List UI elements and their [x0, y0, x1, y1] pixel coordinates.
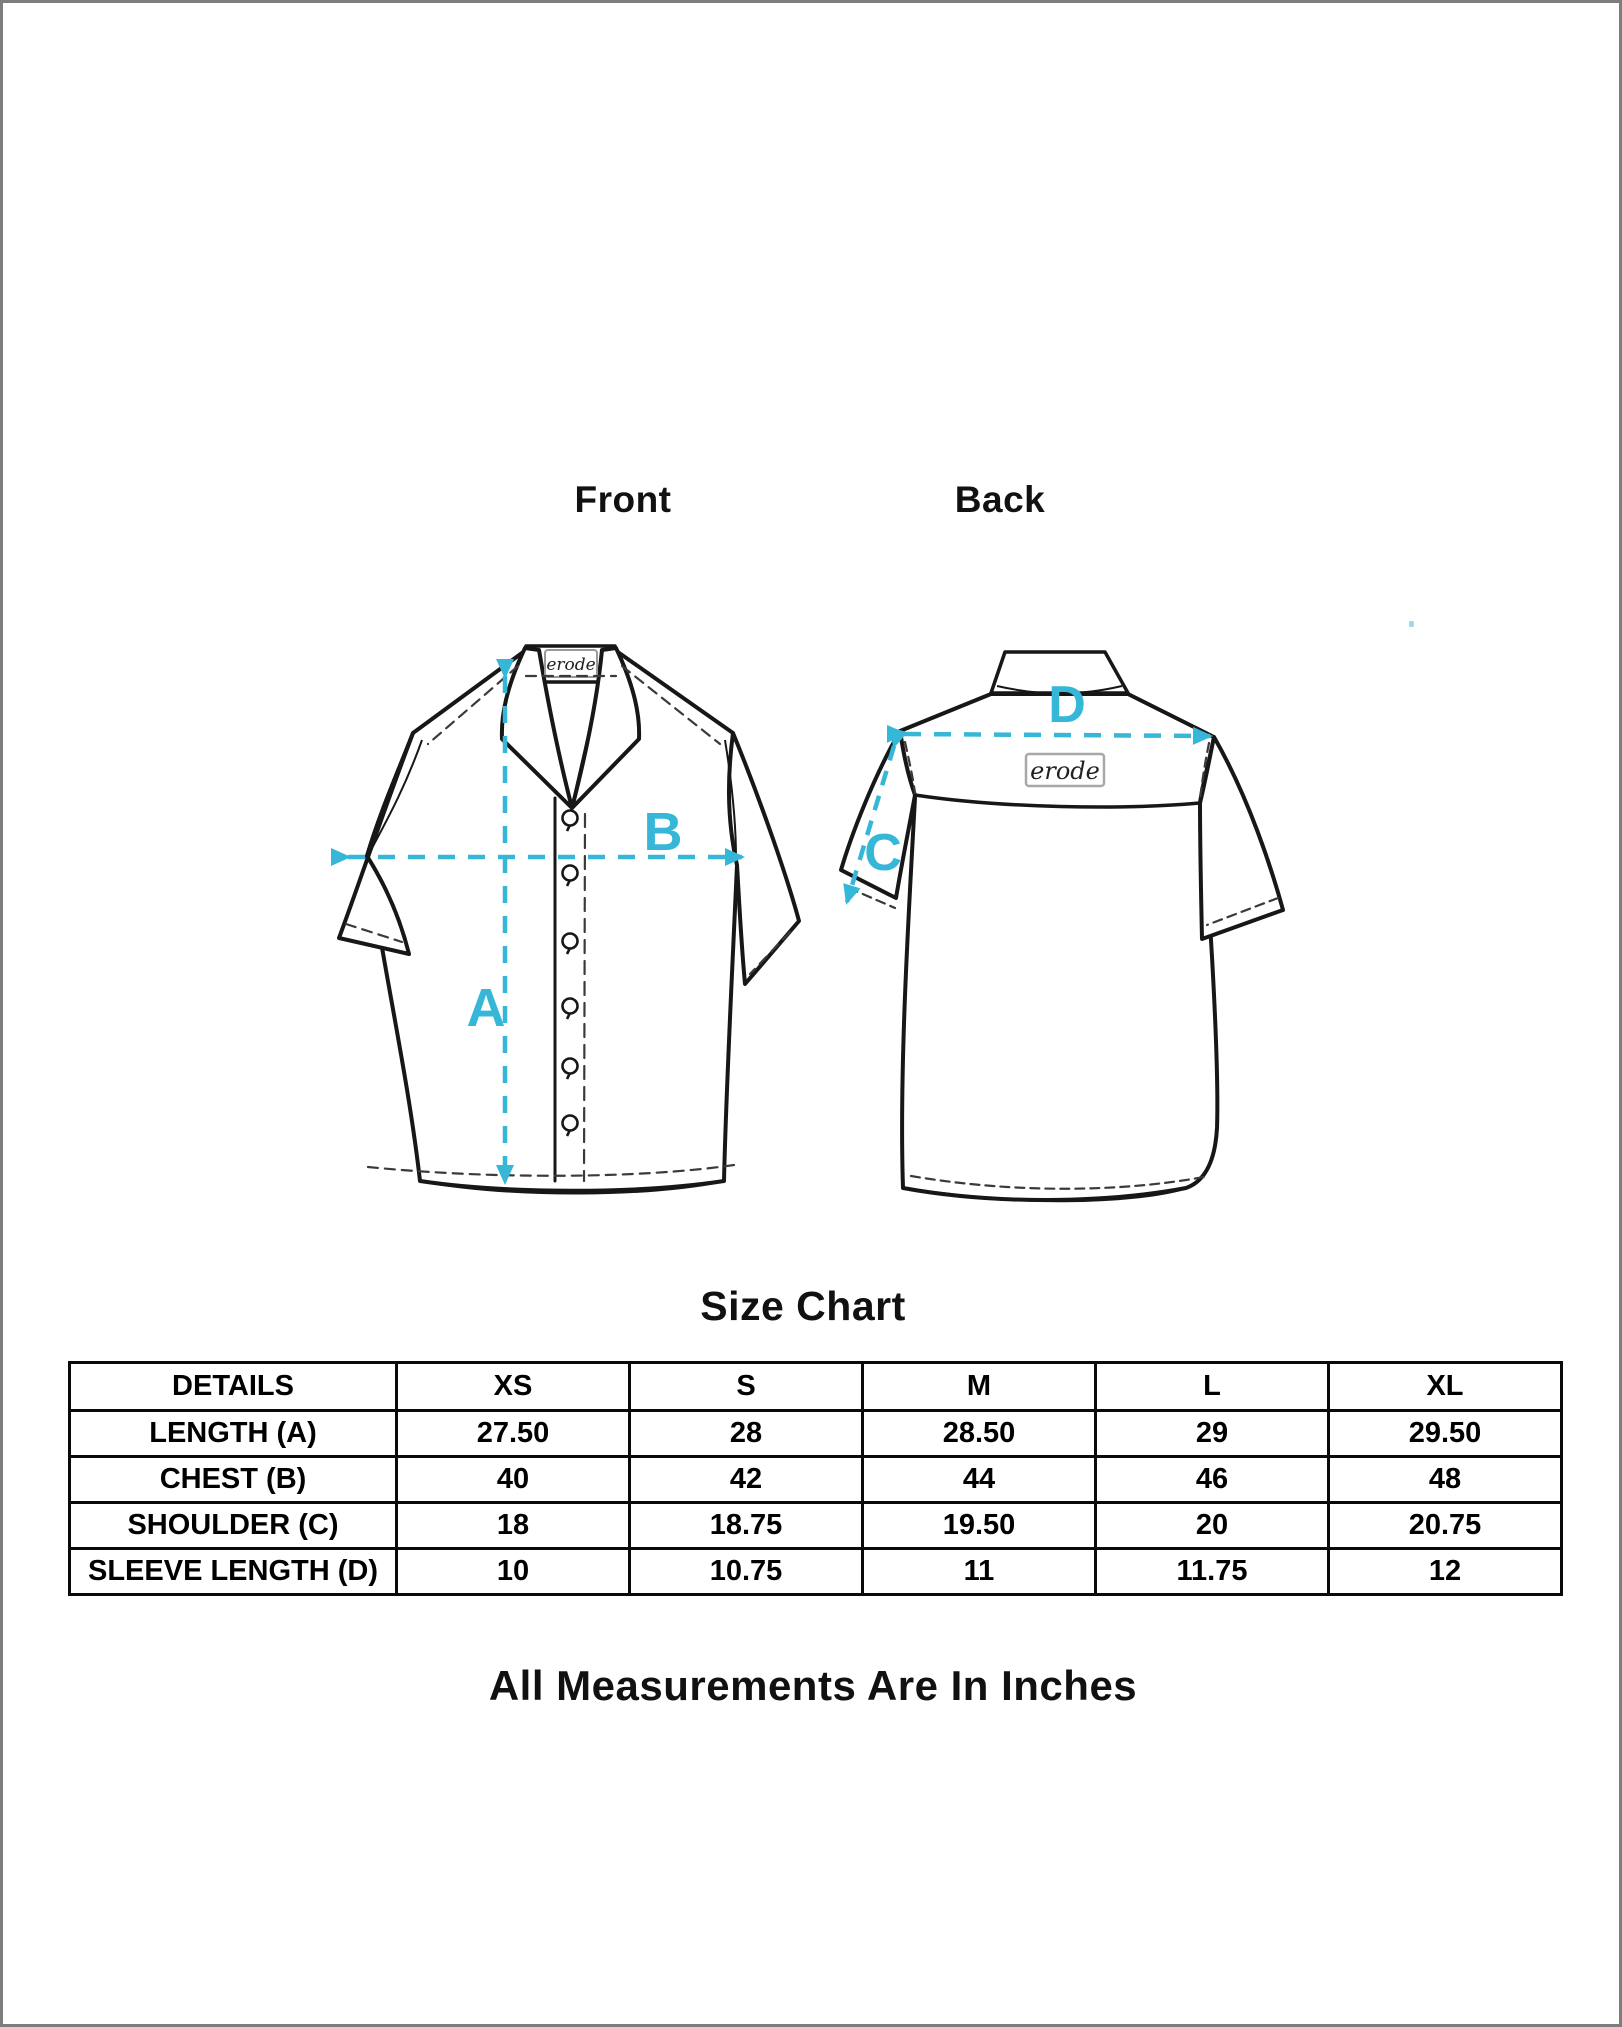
row-label-chest: CHEST (B) [70, 1457, 397, 1503]
row-label-length: LENGTH (A) [70, 1411, 397, 1457]
back-right-sleeve [1200, 737, 1283, 939]
table-cell: 11 [863, 1549, 1096, 1595]
table-header-row [70, 1363, 1562, 1411]
measurements-note: All Measurements Are In Inches [488, 1662, 1138, 1709]
front-view-label: Front [574, 479, 672, 520]
stray-mark [1409, 621, 1414, 627]
table-row-length [70, 1411, 1562, 1457]
table-cell: 10.75 [630, 1549, 863, 1595]
size-chart-table-container [68, 1361, 1560, 1596]
table-row-chest [70, 1457, 1562, 1503]
table-cell: 19.50 [863, 1503, 1096, 1549]
back-shirt-diagram [841, 648, 1341, 1208]
table-cell: 40 [397, 1457, 630, 1503]
brand-label-back: erode [1030, 757, 1100, 785]
column-header-xl: XL [1329, 1363, 1562, 1411]
column-header-l: L [1096, 1363, 1329, 1411]
back-view-label: Back [954, 479, 1046, 520]
table-cell: 29.50 [1329, 1411, 1562, 1457]
column-header-xs: XS [397, 1363, 630, 1411]
table-cell: 20.75 [1329, 1503, 1562, 1549]
measurement-label-d: D [1048, 676, 1086, 734]
table-cell: 28 [630, 1411, 863, 1457]
table-cell: 20 [1096, 1503, 1329, 1549]
table-cell: 18 [397, 1503, 630, 1549]
table-cell: 48 [1329, 1457, 1562, 1503]
table-cell: 46 [1096, 1457, 1329, 1503]
table-cell: 27.50 [397, 1411, 630, 1457]
table-cell: 28.50 [863, 1411, 1096, 1457]
column-header-s: S [630, 1363, 863, 1411]
row-label-sleeve-length: SLEEVE LENGTH (D) [70, 1549, 397, 1595]
column-header-details: DETAILS [70, 1363, 397, 1411]
table-cell: 29 [1096, 1411, 1329, 1457]
table-row-shoulder [70, 1503, 1562, 1549]
size-chart-title: Size Chart [700, 1283, 906, 1329]
table-cell: 44 [863, 1457, 1096, 1503]
table-cell: 10 [397, 1549, 630, 1595]
size-chart-table [68, 1361, 1563, 1596]
column-header-m: M [863, 1363, 1096, 1411]
table-cell: 11.75 [1096, 1549, 1329, 1595]
table-row-sleeve-length [70, 1549, 1562, 1595]
table-cell: 42 [630, 1457, 863, 1503]
table-cell: 18.75 [630, 1503, 863, 1549]
table-cell: 12 [1329, 1549, 1562, 1595]
measurement-label-c: C [864, 824, 902, 882]
front-shirt-diagram [338, 636, 808, 1216]
measurement-label-a: A [466, 978, 506, 1038]
row-label-shoulder: SHOULDER (C) [70, 1503, 397, 1549]
measurement-label-b: B [643, 802, 683, 862]
brand-label-front: erode [546, 655, 596, 675]
